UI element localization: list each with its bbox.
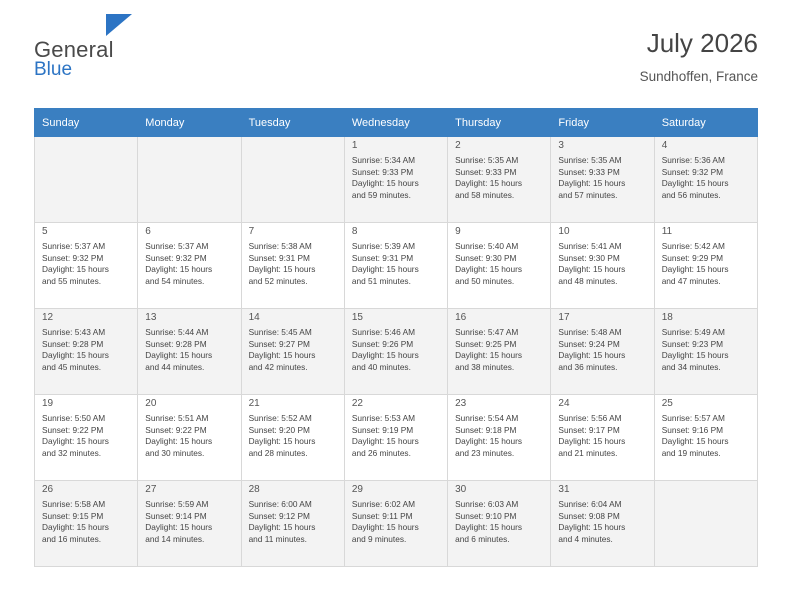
day-info-line: and 58 minutes. [455,189,515,200]
day-info-line: Daylight: 15 hours [42,350,109,361]
day-sun-info [145,327,234,373]
day-info-line: and 30 minutes. [145,447,205,458]
calendar-day-cell [551,223,654,309]
weekday-header-tuesday: Tuesday [241,109,344,137]
day-number: 27 [145,484,157,495]
day-info-line: Daylight: 15 hours [455,178,522,189]
day-sun-info [352,327,441,373]
calendar-day-cell [241,223,344,309]
day-info-line: Sunset: 9:33 PM [455,166,517,177]
day-sun-info [455,499,544,545]
calendar-day-cell [448,309,551,395]
day-info-line: and 55 minutes. [42,275,102,286]
day-info-line: Sunrise: 6:04 AM [558,499,622,509]
day-info-line: Sunset: 9:15 PM [42,510,104,521]
day-info-line: Sunrise: 5:39 AM [351,241,416,251]
day-info-line: Sunset: 9:14 PM [145,510,207,521]
day-info-line: Sunset: 9:31 PM [351,252,414,263]
weekday-header-sunday: Sunday [35,109,138,137]
day-number: 13 [145,312,157,323]
day-info-line: Sunrise: 5:37 AM [42,241,106,251]
day-sun-info [42,241,131,287]
day-info-line: Sunrise: 5:45 AM [248,327,312,337]
day-number: 28 [248,484,260,495]
day-sun-info [42,413,131,459]
day-sun-info [662,155,751,201]
calendar-day-cell [241,481,344,567]
day-info-line: Sunset: 9:11 PM [351,510,413,521]
calendar-day-cell [551,395,654,481]
day-number: 12 [42,312,54,323]
day-sun-info [558,155,647,201]
day-info-line: and 34 minutes. [661,361,721,372]
day-sun-info [662,241,751,287]
day-info-line: Sunrise: 5:47 AM [455,327,519,337]
day-info-line: Sunrise: 6:02 AM [351,499,416,509]
calendar-day-cell [35,223,138,309]
day-info-line: Sunset: 9:30 PM [558,252,620,263]
calendar-day-cell [344,223,447,309]
calendar-day-cell [654,395,757,481]
day-info-line: Daylight: 15 hours [351,350,419,361]
day-info-line: and 38 minutes. [455,361,515,372]
calendar-week-row [35,223,758,309]
day-number: 8 [351,226,358,237]
calendar-week-row [35,137,758,223]
day-info-line: Sunset: 9:19 PM [351,424,414,435]
day-info-line: and 28 minutes. [248,447,308,458]
day-info-line: Daylight: 15 hours [661,350,729,361]
day-sun-info [352,499,441,545]
day-sun-info [662,413,751,459]
day-number: 30 [455,484,467,495]
calendar-day-cell [241,309,344,395]
day-info-line: and 36 minutes. [558,361,618,372]
calendar-day-cell [551,309,654,395]
day-number: 9 [455,226,461,237]
calendar-day-cell [241,395,344,481]
day-number: 3 [558,140,564,151]
day-info-line: Sunset: 9:23 PM [661,338,724,349]
day-info-line: Sunset: 9:10 PM [455,510,517,521]
day-number: 22 [351,398,363,409]
day-info-line: and 19 minutes. [661,447,721,458]
calendar-cell-empty [654,481,757,567]
day-info-line: Sunrise: 5:44 AM [145,327,209,337]
day-sun-info [558,327,647,373]
day-info-line: Sunset: 9:25 PM [455,338,517,349]
brand-logo-blue: Blue [34,59,73,80]
calendar-week-row [35,309,758,395]
day-info-line: Daylight: 15 hours [145,264,213,275]
day-sun-info [558,241,647,287]
day-sun-info [352,241,441,287]
day-info-line: and 44 minutes. [145,361,205,372]
day-info-line: Daylight: 15 hours [558,264,626,275]
day-info-line: Daylight: 15 hours [248,264,316,275]
weekday-header-monday: Monday [138,109,241,137]
day-info-line: Sunrise: 5:57 AM [661,413,725,423]
day-info-line: Sunset: 9:28 PM [42,338,104,349]
flag-icon [106,14,132,36]
day-number: 24 [558,398,570,409]
calendar-day-cell [654,223,757,309]
day-number: 6 [145,226,151,237]
day-info-line: and 57 minutes. [558,189,618,200]
day-number: 17 [558,312,570,323]
calendar-body [35,137,758,567]
day-info-line: Sunrise: 5:53 AM [351,413,416,423]
calendar-day-cell [35,481,138,567]
day-info-line: Sunset: 9:16 PM [661,424,724,435]
day-info-line: Daylight: 15 hours [455,350,522,361]
day-info-line: and 45 minutes. [42,361,102,372]
day-info-line: Sunset: 9:22 PM [42,424,104,435]
day-info-line: Sunset: 9:28 PM [145,338,207,349]
calendar-day-cell [138,223,241,309]
day-info-line: and 50 minutes. [455,275,515,286]
brand-logo [34,28,114,80]
day-number: 21 [248,398,260,409]
calendar-week-row [35,395,758,481]
day-info-line: Sunrise: 5:42 AM [661,241,725,251]
day-info-line: Sunset: 9:26 PM [351,338,414,349]
day-info-line: Sunset: 9:30 PM [455,252,517,263]
day-info-line: and 26 minutes. [351,447,411,458]
day-info-line: Sunset: 9:20 PM [248,424,310,435]
day-sun-info [249,413,338,459]
day-sun-info [145,241,234,287]
day-number: 31 [558,484,570,495]
day-info-line: Sunrise: 5:48 AM [558,327,622,337]
day-info-line: and 4 minutes. [558,533,613,544]
day-info-line: and 56 minutes. [661,189,721,200]
day-info-line: Sunrise: 5:59 AM [145,499,209,509]
day-info-line: and 9 minutes. [351,533,407,544]
day-info-line: Sunrise: 6:00 AM [248,499,312,509]
day-number: 7 [248,226,255,237]
day-info-line: Daylight: 15 hours [558,350,626,361]
day-info-line: and 51 minutes. [351,275,411,286]
day-info-line: Daylight: 15 hours [351,264,419,275]
day-info-line: Sunset: 9:33 PM [351,166,414,177]
day-sun-info [145,413,234,459]
day-info-line: and 16 minutes. [42,533,102,544]
day-info-line: Daylight: 15 hours [351,178,419,189]
day-number: 2 [455,140,461,151]
day-info-line: and 11 minutes. [248,533,307,544]
day-info-line: Daylight: 15 hours [455,522,522,533]
day-info-line: Sunrise: 5:49 AM [661,327,725,337]
day-info-line: Sunset: 9:12 PM [248,510,310,521]
day-info-line: Sunset: 9:32 PM [42,252,104,263]
day-sun-info [352,413,441,459]
day-info-line: Daylight: 15 hours [558,436,626,447]
day-info-line: Sunset: 9:08 PM [558,510,620,521]
calendar-day-cell [138,309,241,395]
weekday-header-friday: Friday [551,109,654,137]
calendar-day-cell [35,395,138,481]
day-info-line: Sunset: 9:32 PM [145,252,207,263]
weekday-header-wednesday: Wednesday [344,109,447,137]
day-info-line: and 32 minutes. [42,447,102,458]
day-info-line: Sunset: 9:32 PM [661,166,724,177]
day-number: 15 [351,312,363,323]
day-info-line: Sunset: 9:33 PM [558,166,620,177]
day-info-line: and 21 minutes. [558,447,618,458]
day-info-line: Daylight: 15 hours [42,264,109,275]
calendar-day-cell [138,481,241,567]
calendar-day-cell [344,395,447,481]
day-sun-info [352,155,441,201]
calendar-day-cell [448,395,551,481]
day-sun-info [662,327,751,373]
day-info-line: Daylight: 15 hours [558,522,626,533]
day-number: 20 [145,398,157,409]
calendar-day-cell [448,481,551,567]
day-sun-info [249,327,338,373]
day-number: 5 [42,226,48,237]
day-info-line: Sunrise: 6:03 AM [455,499,519,509]
day-info-line: Sunrise: 5:40 AM [455,241,519,251]
day-info-line: and 42 minutes. [248,361,308,372]
day-info-line: Daylight: 15 hours [351,522,419,533]
day-info-line: Sunrise: 5:52 AM [248,413,312,423]
calendar-cell-empty [241,137,344,223]
day-info-line: Daylight: 15 hours [661,178,729,189]
day-info-line: Daylight: 15 hours [42,436,109,447]
day-info-line: Sunrise: 5:36 AM [661,155,725,165]
day-info-line: Sunrise: 5:38 AM [248,241,312,251]
day-number: 14 [248,312,260,323]
day-info-line: Sunset: 9:17 PM [558,424,620,435]
calendar-day-cell [344,481,447,567]
day-info-line: Sunrise: 5:56 AM [558,413,622,423]
calendar-cell-empty [35,137,138,223]
day-info-line: Sunrise: 5:43 AM [42,327,106,337]
calendar-day-cell [138,395,241,481]
day-info-line: Sunrise: 5:58 AM [42,499,106,509]
title-block [640,28,758,84]
day-info-line: Sunrise: 5:37 AM [145,241,209,251]
day-info-line: and 14 minutes. [145,533,205,544]
day-info-line: Sunrise: 5:41 AM [558,241,622,251]
weekday-header-thursday: Thursday [448,109,551,137]
day-info-line: and 23 minutes. [455,447,515,458]
day-info-line: and 48 minutes. [558,275,618,286]
day-info-line: Sunset: 9:29 PM [661,252,724,263]
day-number: 11 [661,226,673,237]
day-sun-info [455,413,544,459]
day-info-line: Daylight: 15 hours [145,350,213,361]
day-number: 10 [558,226,570,237]
brand-logo-general: General [34,37,114,62]
day-info-line: and 54 minutes. [145,275,205,286]
weekday-header-saturday: Saturday [654,109,757,137]
day-info-line: Sunrise: 5:35 AM [455,155,519,165]
day-number: 16 [455,312,467,323]
day-info-line: and 40 minutes. [351,361,411,372]
day-sun-info [249,241,338,287]
day-info-line: Daylight: 15 hours [145,522,213,533]
day-info-line: Sunrise: 5:35 AM [558,155,622,165]
page-title: July 2026 [646,28,758,58]
calendar-day-cell [448,137,551,223]
day-info-line: Daylight: 15 hours [661,264,729,275]
day-sun-info [558,499,647,545]
day-number: 29 [351,484,363,495]
day-number: 19 [42,398,54,409]
day-sun-info [145,499,234,545]
day-info-line: Daylight: 15 hours [661,436,729,447]
day-sun-info [455,241,544,287]
calendar-day-cell [654,309,757,395]
day-number: 23 [455,398,467,409]
calendar-day-cell [654,137,757,223]
day-info-line: Daylight: 15 hours [248,350,316,361]
day-sun-info [42,499,131,545]
calendar-day-cell [35,309,138,395]
calendar-day-cell [551,481,654,567]
day-sun-info [455,327,544,373]
day-sun-info [249,499,338,545]
calendar-cell-empty [138,137,241,223]
day-info-line: Sunrise: 5:51 AM [145,413,209,423]
day-number: 1 [351,140,358,151]
day-info-line: Sunrise: 5:54 AM [455,413,519,423]
day-info-line: Daylight: 15 hours [248,522,316,533]
day-sun-info [455,155,544,201]
weekday-header-row [35,109,758,137]
day-info-line: Sunset: 9:27 PM [248,338,310,349]
calendar-table [34,108,758,567]
calendar-day-cell [344,137,447,223]
day-info-line: Daylight: 15 hours [248,436,316,447]
day-info-line: Daylight: 15 hours [455,264,522,275]
day-info-line: and 59 minutes. [351,189,411,200]
day-info-line: Sunset: 9:24 PM [558,338,620,349]
day-number: 26 [42,484,54,495]
calendar-week-row [35,481,758,567]
day-info-line: Daylight: 15 hours [145,436,213,447]
calendar-day-cell [448,223,551,309]
day-info-line: Daylight: 15 hours [455,436,522,447]
day-number: 4 [661,140,668,151]
day-info-line: Sunset: 9:18 PM [455,424,517,435]
page-header [34,28,758,96]
day-info-line: Daylight: 15 hours [351,436,419,447]
day-sun-info [42,327,131,373]
day-number: 18 [661,312,673,323]
day-info-line: Sunrise: 5:50 AM [42,413,106,423]
day-info-line: Sunset: 9:31 PM [248,252,310,263]
location-subtitle: Sundhoffen, France [639,69,758,84]
day-sun-info [558,413,647,459]
day-number: 25 [661,398,673,409]
day-info-line: Sunrise: 5:46 AM [351,327,416,337]
day-info-line: Sunrise: 5:34 AM [351,155,416,165]
day-info-line: Daylight: 15 hours [42,522,109,533]
day-info-line: Sunset: 9:22 PM [145,424,207,435]
day-info-line: Daylight: 15 hours [558,178,626,189]
day-info-line: and 52 minutes. [248,275,308,286]
calendar-day-cell [551,137,654,223]
day-info-line: and 6 minutes. [455,533,510,544]
day-info-line: and 47 minutes. [661,275,721,286]
calendar-day-cell [344,309,447,395]
